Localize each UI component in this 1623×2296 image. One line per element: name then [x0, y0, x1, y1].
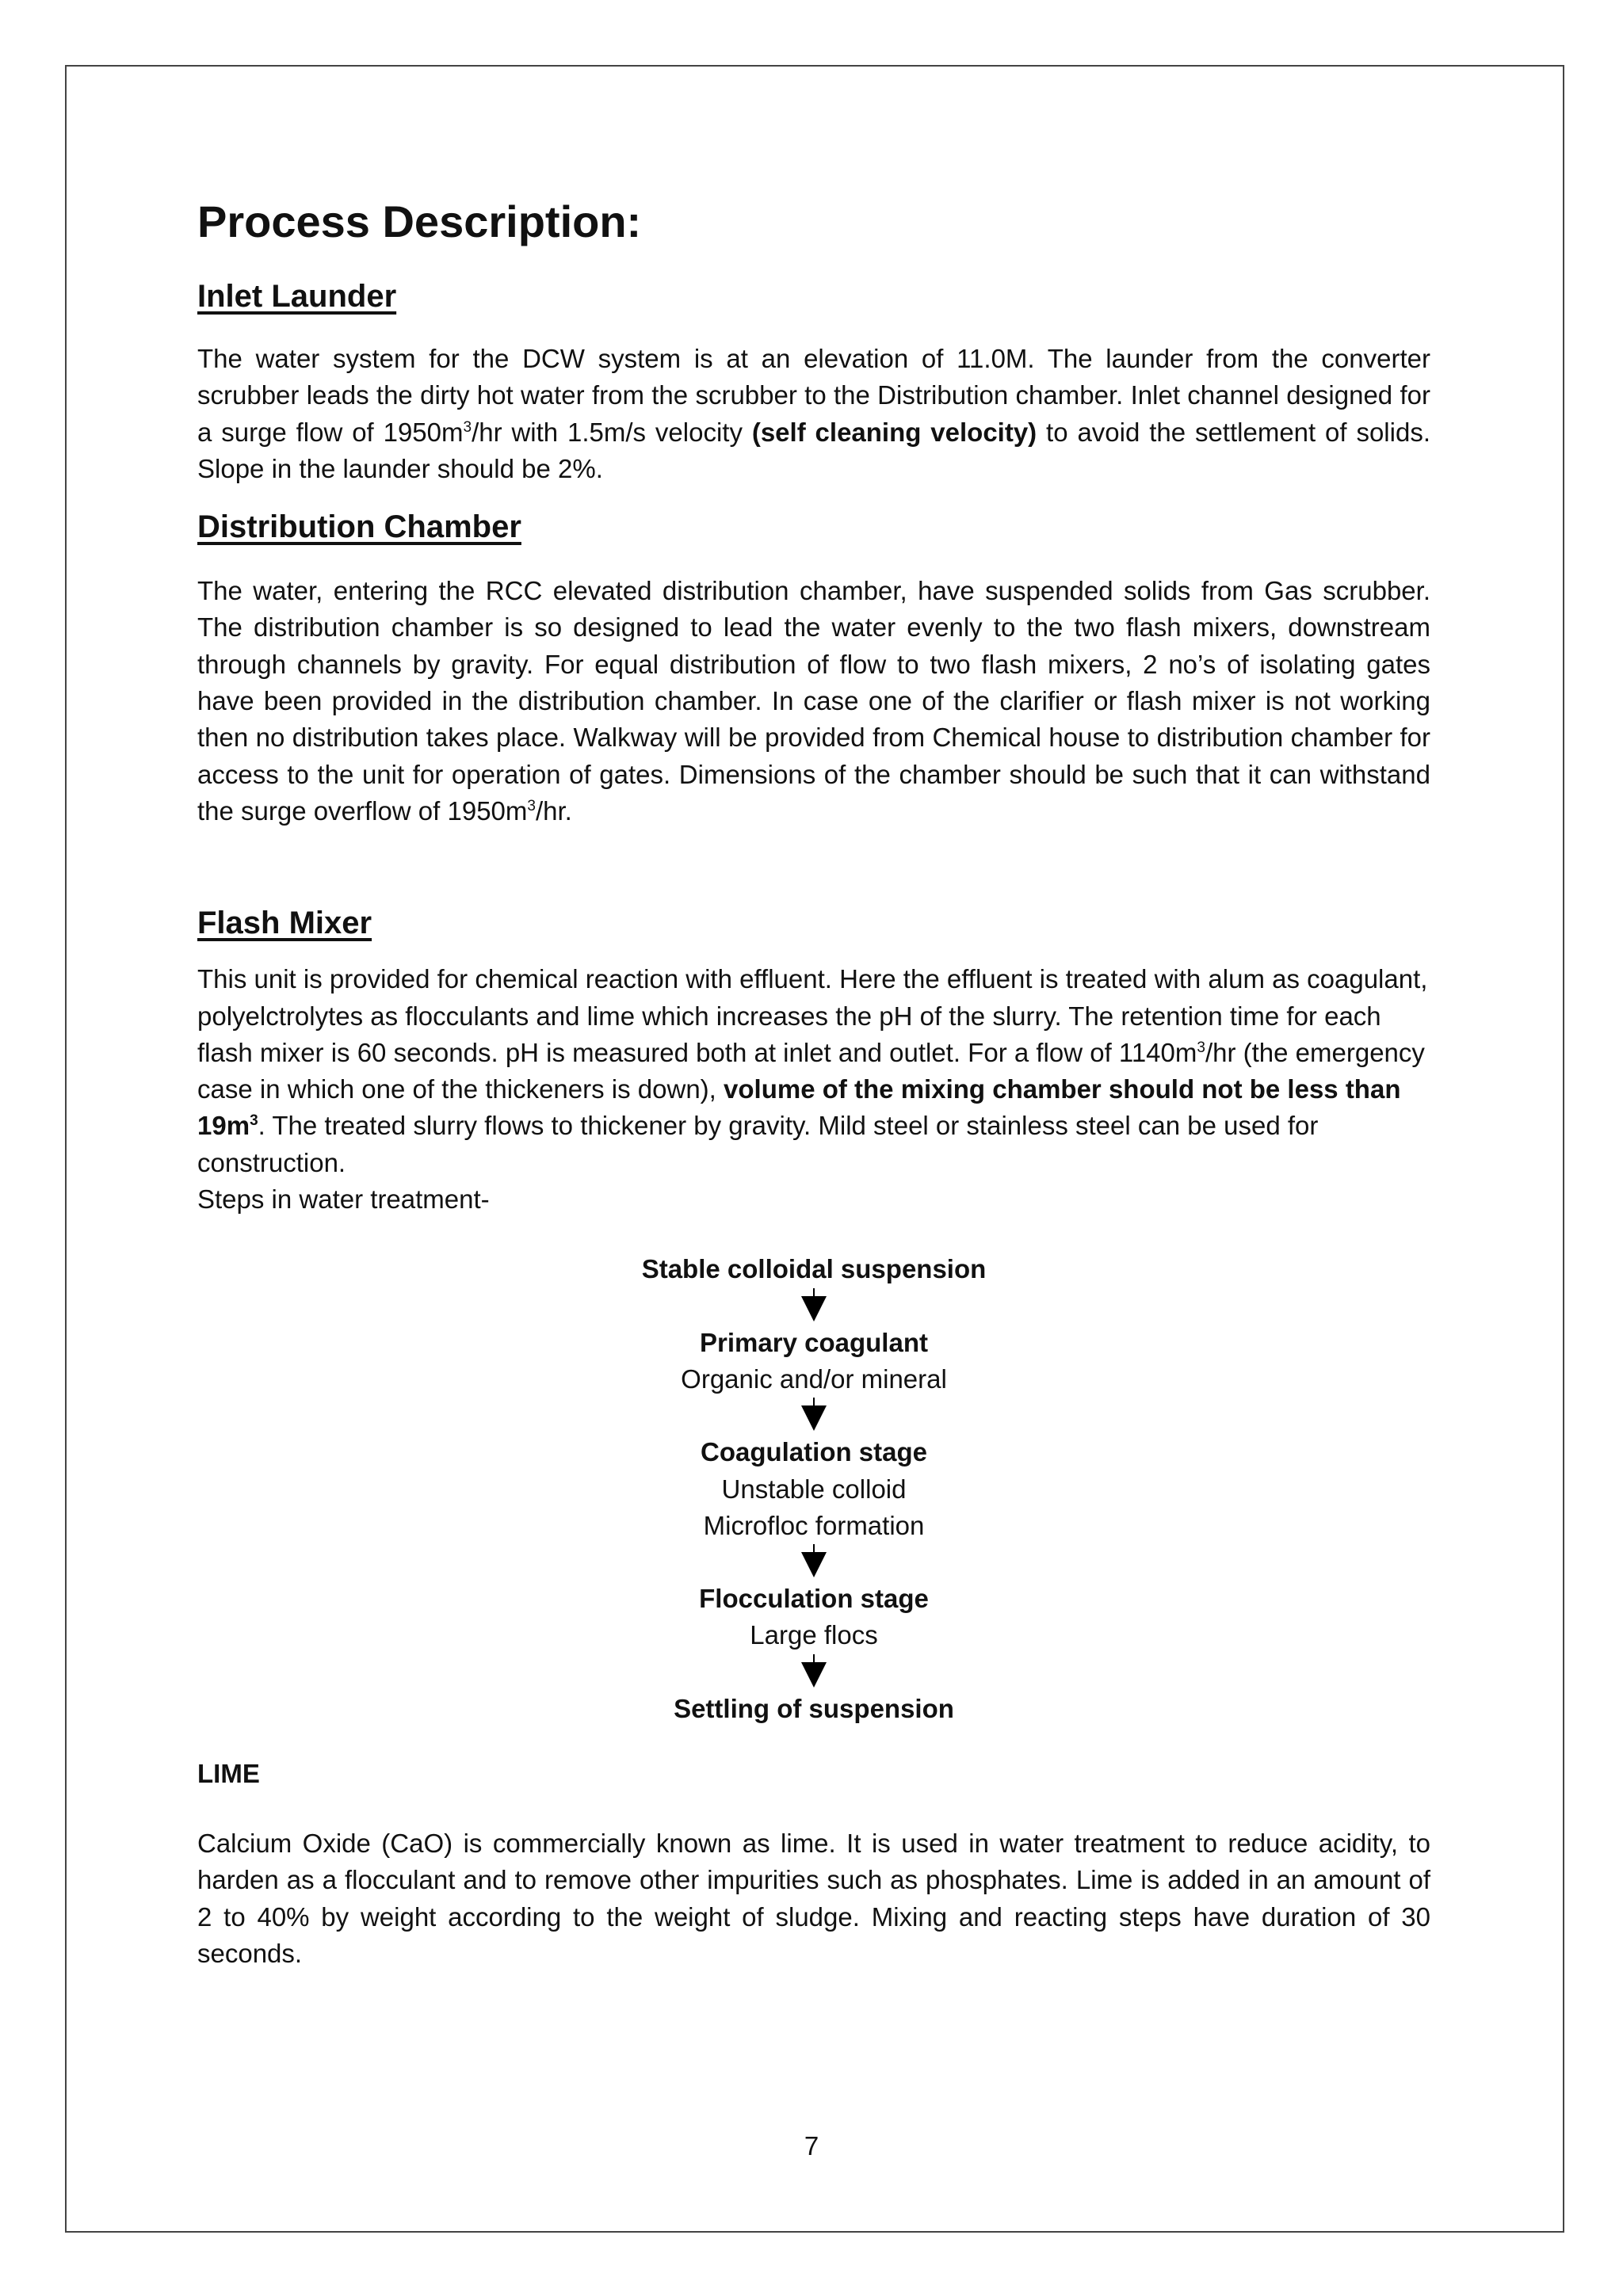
page-number: 7: [804, 2131, 819, 2161]
distribution-chamber-heading: Distribution Chamber: [197, 509, 521, 545]
flow-step-detail: Microfloc formation: [703, 1510, 925, 1540]
flash-mixer-heading: Flash Mixer: [197, 906, 372, 941]
flow-step-coagulation-stage: Coagulation stage: [700, 1437, 928, 1467]
steps-intro: Steps in water treatment-: [197, 1184, 490, 1215]
document-body: [197, 187, 1430, 1972]
flow-step-flocculation-stage: Flocculation stage: [699, 1584, 929, 1614]
down-arrow-icon: [197, 1398, 1430, 1434]
down-arrow-icon: [197, 1654, 1430, 1691]
inlet-launder-heading: Inlet Launder: [197, 279, 397, 314]
flow-step-detail: Organic and/or mineral: [681, 1363, 947, 1394]
treatment-flowchart: [197, 1251, 1430, 1727]
inlet-launder-paragraph: The water system for the DCW system is at an elevation of 11.0M. The launder from the converter scrubber leads the dirty hot water from the scrubber to the Distribution chamber. Inlet channel designed for a surge flow of $1950m^3/hr$ with 1.5m/s velocity (self cleaning velocity) to avoid the settlement of solids. Slope in the launder should be 2%.: [197, 344, 1430, 483]
lime-heading: LIME: [197, 1759, 260, 1789]
flow-step-stable-colloidal-suspension: Stable colloidal suspension: [641, 1254, 987, 1284]
flow-step-primary-coagulant: Primary coagulant: [700, 1327, 928, 1357]
down-arrow-icon: [197, 1544, 1430, 1581]
lime-paragraph: Calcium Oxide (CaO) is commercially known as lime. It is used in water treatment to reduce acidity, to harden as a flocculant and to remove other impurities such as phosphates. Lime is added in an amount of 2 to 40% by weight according to the weight of sludge. Mixing and reacting steps have duration of 30 seconds.: [197, 1829, 1430, 1968]
distribution-chamber-paragraph: The water, entering the RCC elevated distribution chamber, have suspended solids from Gas scrubber. The distribution chamber is so designed to lead the water evenly to the two flash mixers, downstream through channels by gravity. For equal distribution of flow to two flash mixers, 2 no’s of isolating gates have been provided in the distribution chamber. In case one of the clarifier or flash mixer is not working then no distribution takes place. Walkway will be provided from Chemical house to distribution chamber for access to the unit for operation of gates. Dimensions of the chamber should be such that it can withstand the surge overflow of $1950m^3/hr$.: [197, 576, 1430, 826]
page-title: Process Description:: [197, 196, 642, 246]
flow-step-settling-of-suspension: Settling of suspension: [674, 1693, 954, 1723]
flash-mixer-paragraph: This unit is provided for chemical reaction with effluent. Here the effluent is treated with alum as coagulant, polyelctrolytes as flocculants and lime which increases the pH of the slurry. The retention time for each flash mixer is 60 seconds. pH is measured both at inlet and outlet. For a flow of $1140m^3/hr$ (the emergency case in which one of the thickeners is down), volume of the mixing chamber should not be less than $19m^3$. The treated slurry flows to thickener by gravity. Mild steel or stainless steel can be used for construction.: [197, 964, 1428, 1177]
down-arrow-icon: [197, 1288, 1430, 1325]
flow-step-detail: Large flocs: [750, 1620, 878, 1650]
flow-step-detail: Unstable colloid: [721, 1474, 907, 1504]
